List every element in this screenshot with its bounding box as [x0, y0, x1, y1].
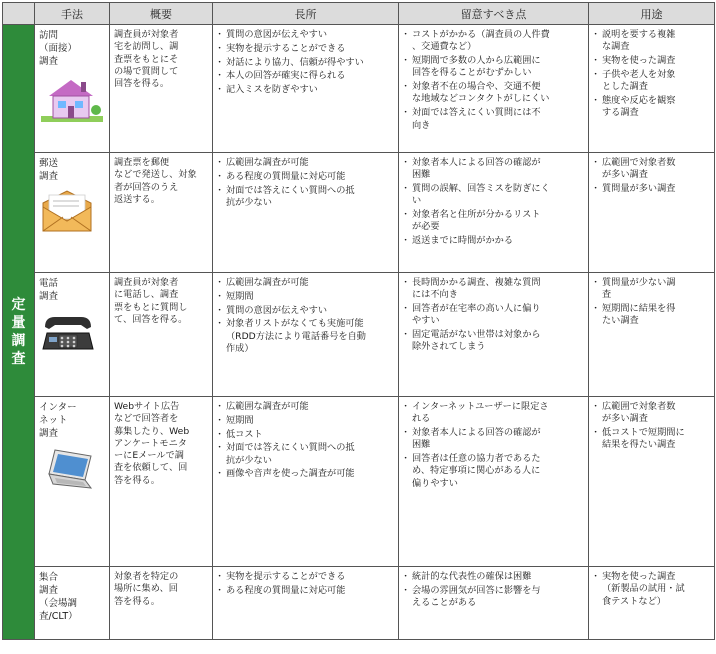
merits-cell — [213, 25, 399, 153]
merit-item: ・ 質問の意図が伝えやすい — [217, 305, 395, 317]
uses-cell — [589, 153, 715, 273]
merit-item: ・ 実物を提示することができる — [217, 43, 395, 55]
method-cell — [35, 397, 110, 567]
overview-cell — [110, 397, 213, 567]
category-label: 定量調査 — [11, 297, 26, 367]
overview-cell — [110, 273, 213, 397]
notes-cell — [399, 25, 589, 153]
notes-cell — [399, 153, 589, 273]
overview-text: 調査員が対象者 に電話し、調査 票をもとに質問し て、回答を得る。 — [114, 277, 188, 325]
method-cell — [35, 273, 110, 397]
note-item: ・ 質問の誤解、回答ミスを防ぎにく い — [403, 183, 585, 208]
uses-cell — [589, 25, 715, 153]
merits-cell — [213, 153, 399, 273]
note-item: ・ 対象者不在の場合や、交通不便 な地域などコンタクトがしにくい — [403, 81, 585, 106]
merit-item: ・ 短期間 — [217, 291, 395, 303]
method-cell — [35, 567, 110, 640]
notes-list — [403, 571, 585, 609]
note-item: ・ 長時間かかる調査、複雑な質問 には不向き — [403, 277, 585, 302]
overview-text: 調査員が対象者 宅を訪問し、調 査票をもとにそ の場で質問して 回答を得る。 — [114, 29, 179, 90]
overview-cell — [110, 25, 213, 153]
uses-list — [593, 29, 711, 120]
use-item: ・ 質問量が多い調査 — [593, 183, 711, 195]
header-category — [3, 3, 35, 25]
note-item: ・ コストがかかる（調査員の人件費 、交通費など） — [403, 29, 585, 54]
merit-item: ・ 質問の意図が伝えやすい — [217, 29, 395, 41]
use-item: ・ 広範囲で対象者数 が多い調査 — [593, 401, 711, 426]
merit-item: ・ 広範囲な調査が可能 — [217, 157, 395, 169]
uses-list — [593, 401, 711, 452]
table-row — [3, 397, 715, 567]
merits-cell — [213, 273, 399, 397]
overview-text: 対象者を特定の 場所に集め、回 答を得る。 — [114, 571, 179, 607]
use-item: ・ 広範囲で対象者数 が多い調査 — [593, 157, 711, 182]
note-item: ・ 返送までに時間がかかる — [403, 235, 585, 247]
uses-cell — [589, 397, 715, 567]
note-item: ・ 対面では答えにくい質問には不 向き — [403, 107, 585, 132]
table-row — [3, 153, 715, 273]
use-item: ・ 低コストで短期間に 結果を得たい調査 — [593, 427, 711, 452]
overview-text: 調査票を郵便 などで発送し、対象 者が回答のうえ 返送する。 — [114, 157, 197, 205]
use-item: ・ 質問量が少ない調 査 — [593, 277, 711, 302]
header-row — [3, 3, 715, 25]
merits-list — [217, 29, 395, 96]
merit-item: ・ 低コスト — [217, 429, 395, 441]
merits-list — [217, 401, 395, 481]
use-item: ・ 説明を要する複雑 な調査 — [593, 29, 711, 54]
merit-item: ・ 対面では答えにくい質問への抵 抗が少ない — [217, 185, 395, 210]
header-uses: 用途 — [589, 3, 715, 25]
category-cell — [3, 25, 35, 640]
merit-item: ・ 対面では答えにくい質問への抵 抗が少ない — [217, 442, 395, 467]
method-name: 郵送 調査 — [39, 158, 59, 182]
house-icon — [41, 74, 106, 128]
merit-item: ・ ある程度の質問量に対応可能 — [217, 585, 395, 597]
header-merits: 長所 — [213, 3, 399, 25]
envelope-icon — [41, 189, 106, 237]
overview-cell — [110, 567, 213, 640]
merit-item: ・ 対象者リストがなくても実施可能 （RDD方法により電話番号を自動 作成） — [217, 318, 395, 355]
use-item: ・ 子供や老人を対象 とした調査 — [593, 69, 711, 94]
merit-item: ・ 広範囲な調査が可能 — [217, 277, 395, 289]
method-name: 電話 調査 — [39, 278, 59, 302]
notes-list — [403, 29, 585, 132]
note-item: ・ 統計的な代表性の確保は困難 — [403, 571, 585, 583]
notes-cell — [399, 567, 589, 640]
merit-item: ・ ある程度の質問量に対応可能 — [217, 171, 395, 183]
merit-item: ・ 対話により協力、信頼が得やすい — [217, 57, 395, 69]
method-name: 集合 調査 （会場調 査/CLT） — [39, 572, 78, 622]
merits-list — [217, 571, 395, 597]
header-overview: 概要 — [110, 3, 213, 25]
note-item: ・ 対象者本人による回答の確認が 困難 — [403, 157, 585, 182]
note-item: ・ 短期間で多数の人から広範囲に 回答を得ることがむずかしい — [403, 55, 585, 80]
merit-item: ・ 広範囲な調査が可能 — [217, 401, 395, 413]
survey-methods-table-container — [2, 2, 714, 652]
overview-cell — [110, 153, 213, 273]
uses-cell — [589, 273, 715, 397]
method-name: インター ネット 調査 — [39, 402, 77, 439]
use-item: ・ 態度や反応を観察 する調査 — [593, 95, 711, 120]
header-notes: 留意すべき点 — [399, 3, 589, 25]
use-item: ・ 短期間に結果を得 たい調査 — [593, 303, 711, 328]
use-item: ・ 実物を使った調査 （新製品の試用・試 食テストなど） — [593, 571, 711, 608]
note-item: ・ 会場の雰囲気が回答に影響を与 えることがある — [403, 585, 585, 610]
uses-list — [593, 277, 711, 328]
note-item: ・ 回答者が在宅率の高い人に偏り やすい — [403, 303, 585, 328]
merits-list — [217, 157, 395, 209]
method-cell — [35, 153, 110, 273]
survey-methods-table — [2, 2, 715, 640]
notes-cell — [399, 273, 589, 397]
merit-item: ・ 記入ミスを防ぎやすい — [217, 84, 395, 96]
method-cell — [35, 25, 110, 153]
use-item: ・ 実物を使った調査 — [593, 55, 711, 67]
note-item: ・ 対象者本人による回答の確認が 困難 — [403, 427, 585, 452]
uses-list — [593, 571, 711, 608]
uses-cell — [589, 567, 715, 640]
note-item: ・ 対象者名と住所が分かるリスト が必要 — [403, 209, 585, 234]
merit-item: ・ 画像や音声を使った調査が可能 — [217, 468, 395, 480]
merit-item: ・ 短期間 — [217, 415, 395, 427]
notes-cell — [399, 397, 589, 567]
note-item: ・ インターネットユーザーに限定さ れる — [403, 401, 585, 426]
notes-list — [403, 157, 585, 248]
merit-item: ・ 実物を提示することができる — [217, 571, 395, 583]
table-row — [3, 567, 715, 640]
table-row — [3, 25, 715, 153]
merits-list — [217, 277, 395, 355]
table-row — [3, 273, 715, 397]
notes-list — [403, 277, 585, 354]
uses-list — [593, 157, 711, 195]
overview-text: Webサイト広告 などで回答者を 募集したり、Web アンケートモニタ ーにEメールで調 査を依頼して、回 答を得る。 — [114, 401, 190, 486]
telephone-icon — [41, 309, 106, 357]
header-method: 手法 — [35, 3, 110, 25]
method-name: 訪問 （面接） 調査 — [39, 30, 78, 67]
note-item: ・ 固定電話がない世帯は対象から 除外されてしまう — [403, 329, 585, 354]
laptop-icon — [41, 446, 106, 498]
merits-cell — [213, 397, 399, 567]
merit-item: ・ 本人の回答が確実に得られる — [217, 70, 395, 82]
note-item: ・ 回答者は任意の協力者であるた め、特定事項に関心がある人に 偏りやすい — [403, 453, 585, 490]
merits-cell — [213, 567, 399, 640]
notes-list — [403, 401, 585, 490]
